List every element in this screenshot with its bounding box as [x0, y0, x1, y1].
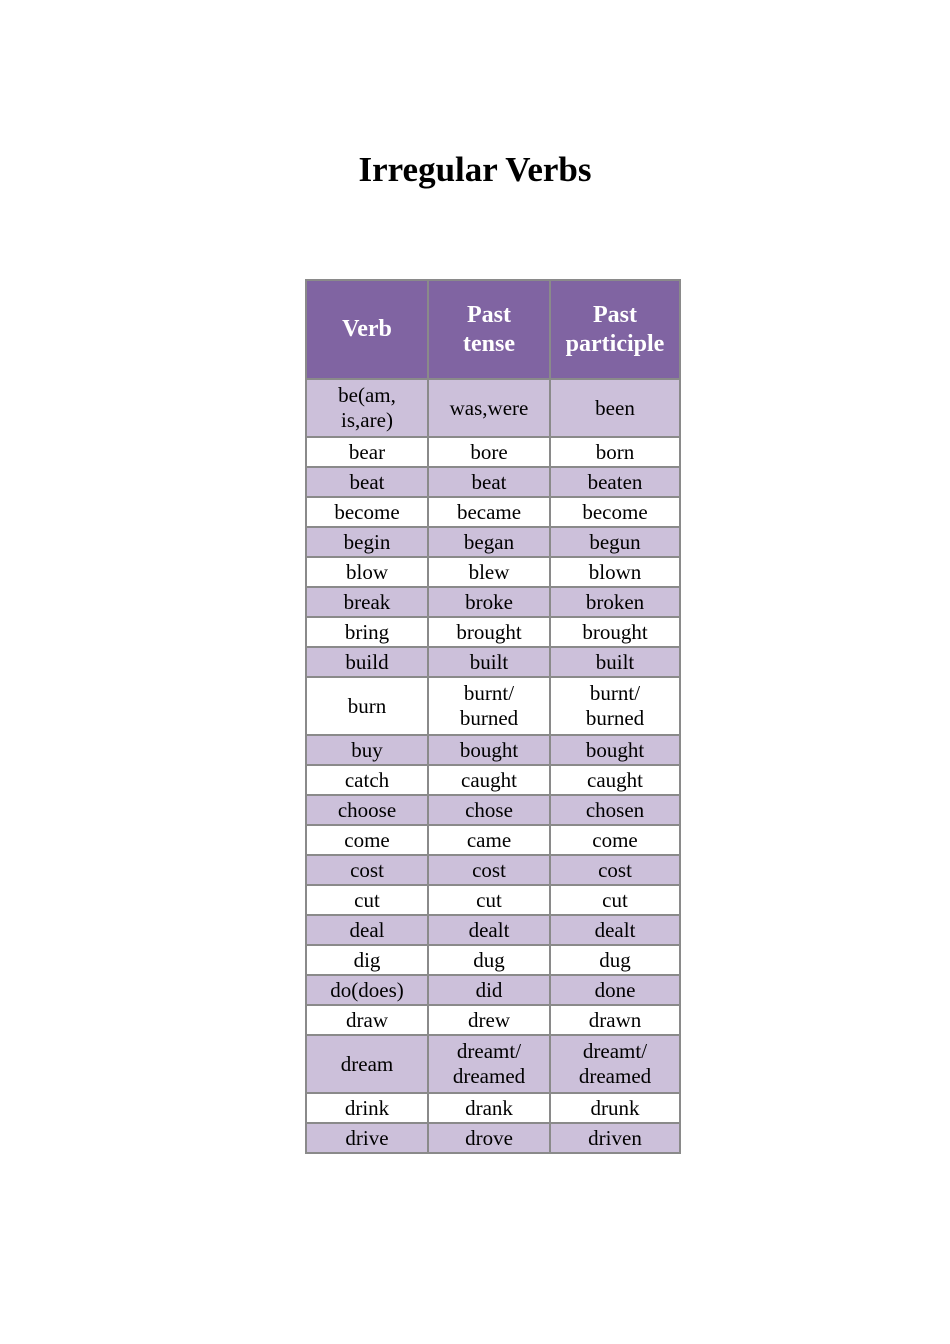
verb-cell: beat: [306, 467, 428, 497]
verb-cell: come: [306, 825, 428, 855]
past-tense-cell: blew: [428, 557, 550, 587]
past-participle-cell: driven: [550, 1123, 680, 1153]
verb-cell: become: [306, 497, 428, 527]
header-past-participle: Past participle: [550, 280, 680, 379]
header-past-tense: Past tense: [428, 280, 550, 379]
verb-cell: dig: [306, 945, 428, 975]
past-participle-cell: done: [550, 975, 680, 1005]
past-tense-cell: drank: [428, 1093, 550, 1123]
table-row: [306, 497, 680, 527]
past-tense-cell: brought: [428, 617, 550, 647]
table-row: [306, 587, 680, 617]
past-tense-cell: bought: [428, 735, 550, 765]
past-tense-cell: began: [428, 527, 550, 557]
past-tense-cell: came: [428, 825, 550, 855]
table-row: [306, 735, 680, 765]
verb-cell: buy: [306, 735, 428, 765]
past-participle-cell: been: [550, 379, 680, 437]
past-tense-cell: cost: [428, 855, 550, 885]
page-title: Irregular Verbs: [358, 150, 592, 189]
table-row: [306, 945, 680, 975]
verb-cell: drink: [306, 1093, 428, 1123]
past-participle-cell: dreamt/ dreamed: [550, 1035, 680, 1093]
verb-cell: dream: [306, 1035, 428, 1093]
table-row: [306, 885, 680, 915]
past-participle-cell: built: [550, 647, 680, 677]
past-tense-cell: did: [428, 975, 550, 1005]
past-participle-cell: broken: [550, 587, 680, 617]
verb-cell: break: [306, 587, 428, 617]
past-participle-cell: drawn: [550, 1005, 680, 1035]
past-tense-cell: chose: [428, 795, 550, 825]
past-participle-cell: beaten: [550, 467, 680, 497]
table-row: [306, 677, 680, 735]
past-tense-cell: dreamt/ dreamed: [428, 1035, 550, 1093]
table-row: [306, 467, 680, 497]
past-tense-cell: was,were: [428, 379, 550, 437]
past-tense-cell: broke: [428, 587, 550, 617]
table-row: [306, 647, 680, 677]
past-participle-cell: begun: [550, 527, 680, 557]
past-tense-cell: cut: [428, 885, 550, 915]
past-tense-cell: drew: [428, 1005, 550, 1035]
past-participle-cell: caught: [550, 765, 680, 795]
past-tense-cell: caught: [428, 765, 550, 795]
table-row: [306, 617, 680, 647]
past-tense-cell: beat: [428, 467, 550, 497]
past-participle-cell: dealt: [550, 915, 680, 945]
table-row: [306, 379, 680, 437]
table-row: [306, 1035, 680, 1093]
table-row: [306, 915, 680, 945]
past-tense-cell: drove: [428, 1123, 550, 1153]
table-row: [306, 855, 680, 885]
past-participle-cell: chosen: [550, 795, 680, 825]
past-participle-cell: come: [550, 825, 680, 855]
header-verb: Verb: [306, 280, 428, 379]
verb-cell: catch: [306, 765, 428, 795]
irregular-verbs-table: [305, 279, 681, 1154]
past-participle-cell: brought: [550, 617, 680, 647]
past-tense-cell: dug: [428, 945, 550, 975]
past-participle-cell: blown: [550, 557, 680, 587]
verb-cell: bear: [306, 437, 428, 467]
past-participle-cell: dug: [550, 945, 680, 975]
verb-cell: be(am, is,are): [306, 379, 428, 437]
table-row: [306, 975, 680, 1005]
past-participle-cell: cost: [550, 855, 680, 885]
table-row: [306, 1093, 680, 1123]
verb-cell: choose: [306, 795, 428, 825]
past-tense-cell: became: [428, 497, 550, 527]
past-tense-cell: dealt: [428, 915, 550, 945]
past-tense-cell: built: [428, 647, 550, 677]
verb-cell: bring: [306, 617, 428, 647]
past-participle-cell: bought: [550, 735, 680, 765]
verb-cell: blow: [306, 557, 428, 587]
verb-cell: begin: [306, 527, 428, 557]
past-participle-cell: cut: [550, 885, 680, 915]
table-row: [306, 1005, 680, 1035]
verb-cell: deal: [306, 915, 428, 945]
past-participle-cell: drunk: [550, 1093, 680, 1123]
past-participle-cell: burnt/ burned: [550, 677, 680, 735]
past-participle-cell: become: [550, 497, 680, 527]
verb-cell: draw: [306, 1005, 428, 1035]
table-row: [306, 825, 680, 855]
verb-cell: drive: [306, 1123, 428, 1153]
past-tense-cell: burnt/ burned: [428, 677, 550, 735]
table-row: [306, 795, 680, 825]
verb-cell: cost: [306, 855, 428, 885]
table-row: [306, 527, 680, 557]
table-row: [306, 1123, 680, 1153]
table-row: [306, 557, 680, 587]
table-row: [306, 437, 680, 467]
table-row: [306, 765, 680, 795]
verb-cell: build: [306, 647, 428, 677]
verb-cell: do(does): [306, 975, 428, 1005]
verb-cell: burn: [306, 677, 428, 735]
table-header-row: [306, 280, 680, 379]
verb-cell: cut: [306, 885, 428, 915]
past-tense-cell: bore: [428, 437, 550, 467]
past-participle-cell: born: [550, 437, 680, 467]
